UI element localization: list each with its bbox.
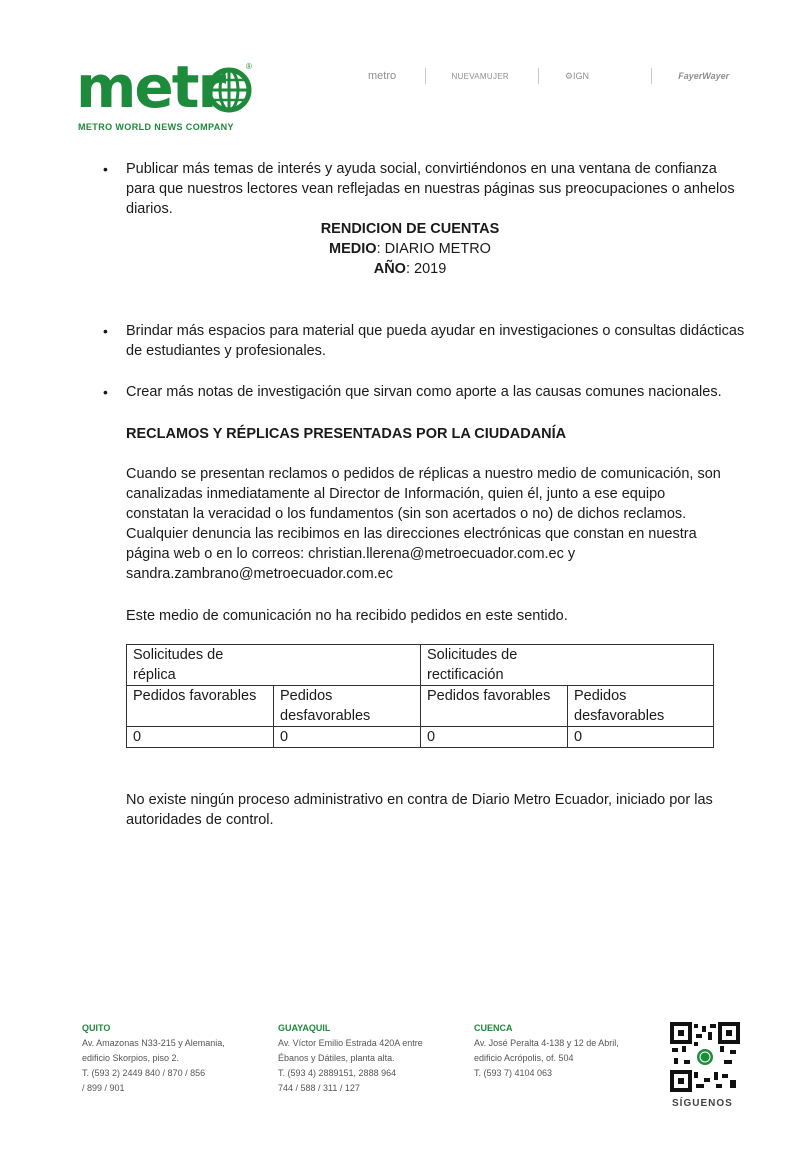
logo-tagline: METRO WORLD NEWS COMPANY [78,122,234,132]
table-row [127,686,714,727]
partner-nuevamujer: NUEVAMUJER [451,71,509,81]
partner-divider [425,68,426,84]
bullet-item-2: Brindar más espacios para material que pueda ayudar en investigaciones o consultas didácticas de estudiantes y profesionales. [126,323,745,359]
footer-line: 744 / 588 / 311 / 127 [278,1083,360,1093]
footer-line: Ébanos y Dátiles, planta alta. [278,1053,395,1063]
footer-quito [82,1021,262,1096]
table-col-favorables: Pedidos favorables [421,686,568,727]
footer-city-cuenca: CUENCA [474,1023,513,1033]
bullet-item-1: Publicar más temas de interés y ayuda social, convirtiéndonos en una ventana de confianza para que nuestros lectores vean reflejadas en nuestras páginas sus preocupaciones o anhelos diarios. [126,161,735,217]
table-row [127,727,714,748]
anio-label: AÑO [373,261,406,277]
footer-cuenca [474,1021,659,1081]
anio-line [210,259,610,279]
footer-line: T. (593 2) 2449 840 / 870 / 856 [82,1068,206,1078]
table-cell: 0 [127,727,274,748]
footer-line: Av. José Peralta 4-138 y 12 de Abril, [474,1038,619,1048]
bullet-marker: • [103,161,108,177]
metro-logo-text: metr [76,53,225,121]
partner-metro: metro [368,70,397,82]
footer-line: T. (593 4) 2889151, 2888 964 [278,1068,397,1078]
globe-icon [206,67,252,113]
footer-city-quito: QUITO [82,1023,111,1033]
bullet-marker: • [103,323,108,339]
table-col-desfavorables: Pedidos desfavorables [568,686,714,727]
medio-line [210,239,610,259]
medio-label: MEDIO [329,241,377,257]
partner-brands [368,66,746,86]
medio-value: : DIARIO METRO [376,241,491,257]
table-cell: 0 [421,727,568,748]
bullet-item-3: Crear más notas de investigación que sirvan como aporte a las causas comunes nacionales. [126,384,722,400]
paragraph-no-pedidos: Este medio de comunicación no ha recibido pedidos en este sentido. [126,608,568,624]
partner-divider [538,68,539,84]
table-cell: 0 [274,727,421,748]
table-col-favorables: Pedidos favorables [127,686,274,727]
qr-code-icon [670,1022,740,1092]
footer-line: edificio Skorpios, piso 2. [82,1053,180,1063]
partner-ign: ⚙IGN [564,70,589,81]
footer-line: Av. Víctor Emilio Estrada 420A entre [278,1038,423,1048]
table-col-desfavorables: Pedidos desfavorables [274,686,421,727]
footer-line: T. (593 7) 4104 063 [474,1068,553,1078]
ign-icon: ⚙ [564,70,573,81]
follow-label: SÍGUENOS [672,1098,733,1109]
footer-line: Av. Amazonas N33-215 y Alemania, [82,1038,225,1048]
footer-city-guayaquil: GUAYAQUIL [278,1023,331,1033]
section-heading: RECLAMOS Y RÉPLICAS PRESENTADAS POR LA CIUDADANÍA [126,426,567,442]
document-title: RENDICION DE CUENTAS [320,221,500,237]
paragraph-proceso: No existe ningún proceso administrativo en contra de Diario Metro Ecuador, iniciado por las autoridades de control. [126,792,713,828]
footer-line: / 899 / 901 [82,1083,125,1093]
table-cell: 0 [568,727,714,748]
solicitudes-table [126,644,714,748]
table-header-rectificacion: Solicitudes de rectificación [421,645,714,686]
footer-line: edificio Acrópolis, of. 504 [474,1053,574,1063]
footer-guayaquil [278,1021,463,1096]
bullet-marker: • [103,384,108,400]
anio-value: : 2019 [405,261,447,277]
table-header-replica: Solicitudes de réplica [127,645,421,686]
partner-divider [651,68,652,84]
partner-fayerwayer: FayerWayer [678,71,730,81]
registered-mark: ® [246,62,252,71]
table-row [127,645,714,686]
paragraph-reclamos: Cuando se presentan reclamos o pedidos de réplicas a nuestro medio de comunicación, son canalizadas inmediatamente al Director de Información, quien él, junto a ese equipo constatan la veracidad o los fundamentos (sin son acertados o no) de dichos reclamos. Cualquier denuncia las recibimos en las direcciones electrónicas que constan en nuestra página web o en lo correos: christian.llerena@metroecuador.com.ec y sandra.zambrano@metroecuador.com.ec [126,466,721,582]
